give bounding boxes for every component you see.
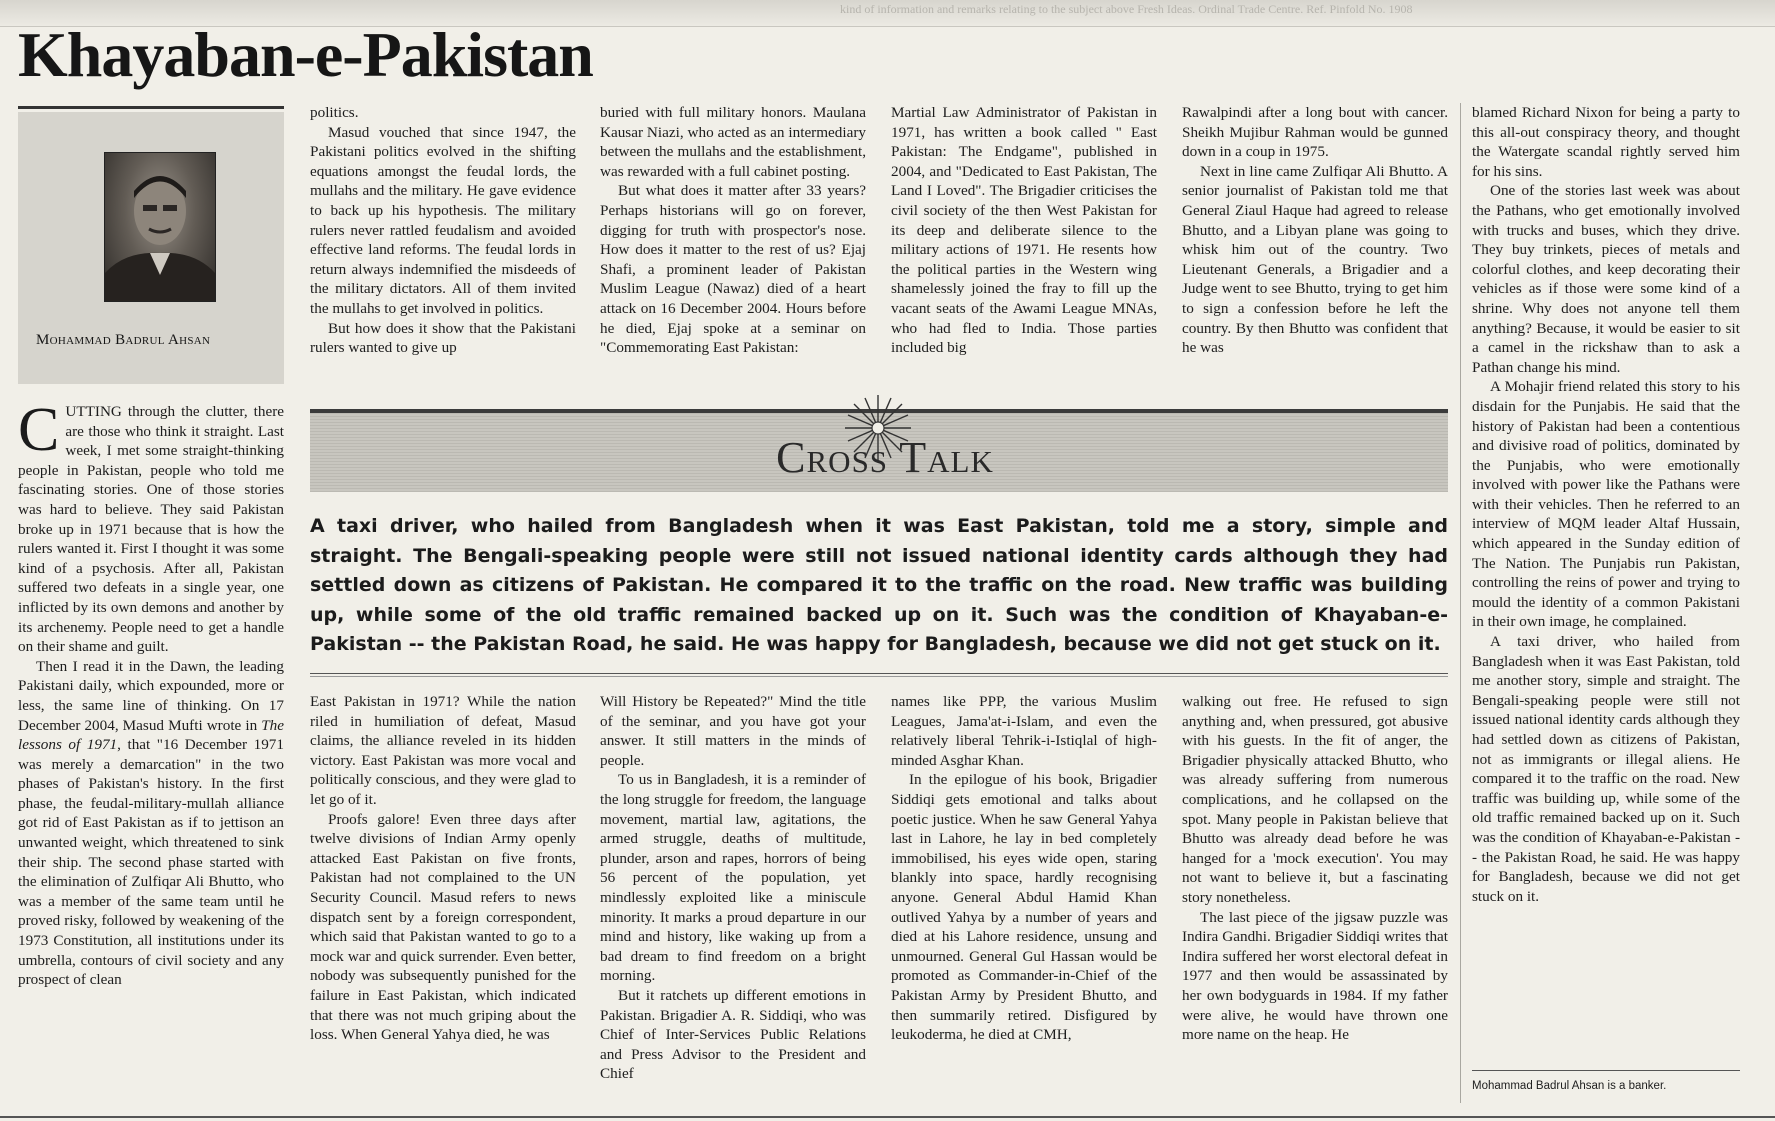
paragraph: Rawalpindi after a long bout with cancer. Sheikh Mujibur Rahman would be gunned down in a coup in 1975. (1182, 104, 1448, 161)
author-box (18, 112, 284, 384)
column-3-top (600, 103, 866, 358)
paragraph: names like PPP, the various Muslim Leagues, Jama'at-i-Islam, and even the relatively liberal Tehrik-i-Istiqlal of high-minded Asghar Khan. (891, 693, 1157, 769)
paragraph: To us in Bangladesh, it is a reminder of the long struggle for freedom, the language movement, martial law, agitations, the armed struggle, deaths of multitude, plunder, arson and rapes, horrors of being 56 percent of the population, yet mindlessly exploited like a miniscule minority. It marks a proud departure in our mind and history, like waking up from a bad dream to find freedom on a bright morning. (600, 771, 866, 985)
paragraph: walking out free. He refused to sign anything and, when pressured, got abusive with his guests. In the fit of anger, the Brigadier physically attacked Bhutto, who was already suffering from numerous complications, and he collapsed on the spot. Many people in Pakistan believe that Bhutto was already dead before he was hanged for a 'mock execution'. You may not want to believe it, but a fascinating story nonetheless. (1182, 693, 1448, 906)
paragraph: A Mohajir friend related this story to his disdain for the Punjabis. He said that the history of Pakistan had been a contentious and divisive road of politics, dominated by the Punjabis, who were emotionally involved with power like the Pathans were with their vehicles. Then he referred to an interview of MQM leader Altaf Hussain, which appeared in the Sunday edition of The Nation. The Punjabis run Pakistan, controlling the reins of power and trying to mould the identity of a common Pakistani in their own image, he complained. (1472, 378, 1740, 631)
book-title: The lessons of 1971 (18, 716, 284, 754)
paragraph: blamed Richard Nixon for being a party to this all-out conspiracy theory, and thought the Watergate scandal rightly served him for his sins. (1472, 104, 1740, 180)
column-5-top (1182, 103, 1448, 358)
lead-word: UTTING (65, 403, 122, 420)
column-1-text: through the clutter, there are those who think it straight. Last week, I met some straight-thinking people in Pakistan, people who told me fascinating stories. One of those stories was hard to believe. They said Pakistan broke up in 1971 because that is how the rulers wanted it. First I thought it was some kind of a psychosis. After all, Pakistan suffered two defeats in a single year, one inflicted by its own demons and another by its archenemy. People need to get a handle on their shame and guilt. (18, 403, 284, 656)
paragraph: But how does it show that the Pakistani rulers wanted to give up (310, 319, 576, 357)
column-1-text: , that "16 December 1971 was merely a demarcation" in the two phases of Pakistan's history. In the first phase, the feudal-military-mullah alliance got rid of East Pakistan as if to jettison an unwanted weight, which threatened to sink their ship. The second phase started with the elimination of Zulfiqar Ali Bhutto, who was a member of the same team until he proved risky, followed by weakening of the 1973 Constitution, all institutions under its umbrella, contours of civil society and any prospect of clean (18, 736, 284, 989)
paragraph: One of the stories last week was about the Pathans, who get emotionally involved with trucks and buses, which they drive. They buy trinkets, pieces of metals and colorful clothes, and keep decorating their vehicles as if those were some kind of a shrine. Why does not anyone tell them anything? Because, it would be easier to sit a camel in the rickshaw than to ask a Pathan change his mind. (1472, 182, 1740, 376)
cross-talk-title: Cross Talk (776, 433, 994, 482)
section-rule (310, 673, 1448, 674)
column-4-bottom (891, 692, 1157, 1045)
column-1 (18, 396, 284, 990)
column-2-bottom (310, 692, 576, 1045)
column-3-bottom (600, 692, 866, 1084)
paragraph: Next in line came Zulfiqar Ali Bhutto. A senior journalist of Pakistan told me that General Ziaul Haque had agreed to release Bhutto, and a Libyan plane was going to whisk him out of the country. Two Lieutenant Generals, a Brigadier and a Judge went to see Bhutto, trying to get him to sign a confession before he left the country. By then Bhutto was confident that he was (1182, 162, 1448, 357)
paragraph: Will History be Repeated?" Mind the title of the seminar, and you have got your answer. It still matters in the minds of people. (600, 693, 866, 769)
paragraph: But what does it matter after 33 years? Perhaps historians will go on forever, digging for truth with prospector's nose. How does it matter to the rest of us? Ejaj Shafi, a prominent leader of Pakistan Muslim League (Nawaz) died of a heart attack on 16 December 2004. Hours before he died, Ejaj spoke at a seminar on "Commemorating East Pakistan: (600, 182, 866, 357)
masthead-strip-text: kind of information and remarks relating to the subject above Fresh Ideas. Ordinal Trade Centre. Ref. Pinfold No. 1908 (840, 2, 1413, 16)
author-photo-icon (105, 153, 215, 301)
paragraph: The last piece of the jigsaw puzzle was Indira Gandhi. Brigadier Siddiqi writes that Indira suffered her worst electoral defeat in 1977 and then would be assassinated by her own bodyguards in 1984. If my father were alive, he would have thrown one more name on the heap. He (1182, 908, 1448, 1044)
headline: Khayaban-e-Pakistan (18, 19, 593, 90)
paragraph: But it ratchets up different emotions in Pakistan. Brigadier A. R. Siddiqi, who was Chief of Inter-Services Public Relations and Press Advisor to the President and Chief (600, 986, 866, 1083)
author-photo (104, 152, 216, 302)
column-1-paragraph-1 (18, 396, 284, 657)
column-divider (1460, 103, 1461, 1103)
paragraph: East Pakistan in 1971? While the nation riled in humiliation of defeat, Masud claims, the alliance reveled in its hidden victory. East Pakistan was more vocal and politically conscious, and they were glad to let go of it. (310, 693, 576, 808)
paragraph: buried with full military honors. Maulana Kausar Niazi, who acted as an intermediary between the mullahs and the establishment, was rewarded with a full cabinet posting. (600, 104, 866, 180)
column-5-bottom (1182, 692, 1448, 1045)
pull-quote: A taxi driver, who hailed from Bangladesh when it was East Pakistan, told me a story, simple and straight. The Bengali-speaking people were still not issued national identity cards although they had settled down as citizens of Pakistan. He compared it to the traffic on the road. New traffic was building up, while some of the old traffic remained backed up on it. Such was the condition of Khayaban-e-Pakistan -- the Pakistan Road, he said. He was happy for Bangladesh, because we did not get stuck on it. (310, 515, 1448, 655)
column-4-top (891, 103, 1157, 358)
headline-rule (18, 106, 284, 109)
column-6 (1472, 103, 1740, 906)
paragraph: In the epilogue of his book, Brigadier Siddiqi gets emotional and talks about poetic justice. When he saw General Yahya last in Lahore, he lay in bed completely immobilised, his eyes wide open, staring blankly into space, hardly recognising anyone. General Abdul Hamid Khan outlived Yahya by a number of years and died at his Lahore residence, unsung and unmourned. General Gul Hassan would be promoted as Commander-in-Chief of the Pakistan Army by President Bhutto, and then summarily retired. Disfigured by leukoderma, he died at CMH, (891, 771, 1157, 1044)
column-2-top (310, 103, 576, 358)
paragraph: politics. (310, 104, 359, 121)
column-1-text: Then I read it in the Dawn, the leading Pakistani daily, which expounded, more or less, the same line of thinking. On 17 December 2004, Masud Mufti wrote in (18, 657, 284, 734)
author-name: Mohammad Badrul Ahsan (36, 332, 211, 348)
drop-cap: C (18, 396, 60, 464)
section-rule (310, 676, 1448, 677)
paragraph: A taxi driver, who hailed from Bangladesh when it was East Pakistan, told me another story, simple and straight. The Bengali-speaking people were still not issued national identity cards although they had settled down as citizens of Pakistan, not as immigrants or illegal aliens. He compared it to the traffic on the road. New traffic was building up, while some of the old traffic remained backed up on it. Such was the condition of Khayaban-e-Pakistan -- the Pakistan Road, he said. He was happy for Bangladesh, because we did not get stuck on it. (1472, 633, 1740, 905)
bottom-rule (0, 1116, 1775, 1118)
bio-rule (1472, 1070, 1740, 1071)
paragraph: Martial Law Administrator of Pakistan in 1971, has written a book called " East Pakistan: The Endgame", published in 2004, and "Dedicated to East Pakistan, The Land I Loved". The Brigadier criticises the civil society of the then West Pakistan for its deep and deliberate silence to the military actions of 1971. He resents how the political parties in the Western wing shamelessly joined the fray to fill up the vacant seats of the Awami League MNAs, who had fled to India. Those parties included big (891, 104, 1157, 357)
paragraph: Proofs galore! Even three days after twelve divisions of Indian Army openly attacked East Pakistan on five fronts, Pakistan had not complained to the UN Security Council. Masud refers to news dispatch sent by a foreign correspondent, which said that Pakistan wanted to go to a mock war and quick surrender. Even better, nobody was subsequently punished for the failure in East Pakistan, which indicated that there was not much griping about the loss. When General Yahya died, he was (310, 810, 576, 1044)
paragraph: Masud vouched that since 1947, the Pakistani politics evolved in the shifting equations amongst the feudal lords, the mullahs and the military. He gave evidence to back up his hypothesis. The military rulers never rattled feudalism and avoided effective land reforms. The feudal lords in return always indemnified the misdeeds of the military dictators. All of them invited the mullahs to get involved in politics. (310, 123, 576, 317)
column-1-paragraph-2 (18, 657, 284, 990)
author-bio: Mohammad Badrul Ahsan is a banker. (1472, 1080, 1667, 1092)
